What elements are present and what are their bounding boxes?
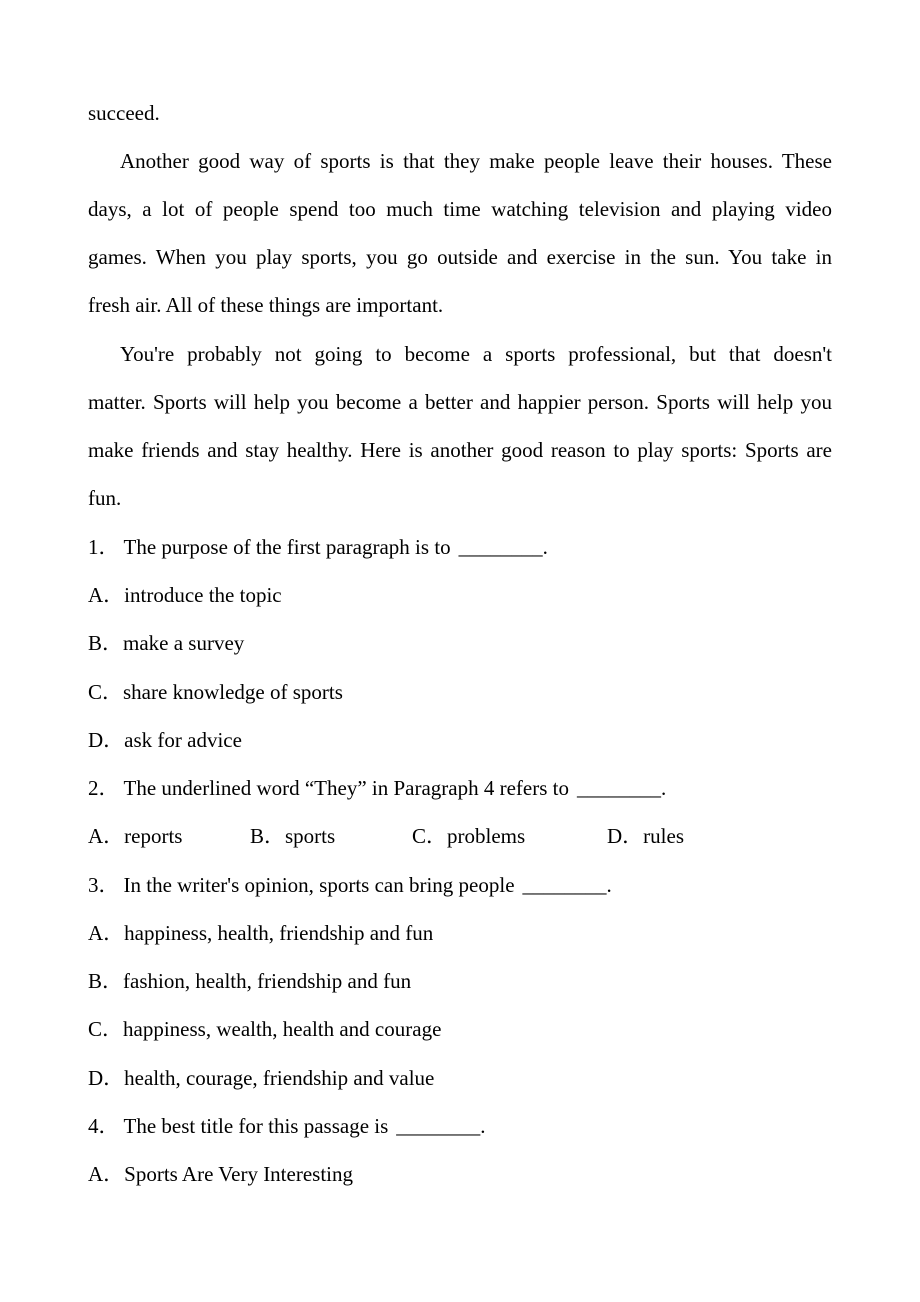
question-number: 2． <box>88 776 120 800</box>
question-3 <box>88 873 612 897</box>
option-c: C．problems <box>412 824 526 848</box>
question-2 <box>88 776 666 800</box>
passage-line: matter. Sports will help you become a better and happier person. Sports will help you <box>88 390 832 414</box>
question-1 <box>88 535 548 559</box>
option-d: D．rules <box>607 824 684 848</box>
question-stem: The best title for this passage is <box>123 1114 389 1138</box>
passage-line: succeed. <box>88 101 160 125</box>
option-a: A．Sports Are Very Interesting <box>88 1162 353 1186</box>
options-row <box>88 824 832 848</box>
question-stem: The purpose of the first paragraph is to <box>123 535 451 559</box>
option-b: B．sports <box>250 824 336 848</box>
question-4 <box>88 1114 486 1138</box>
answer-blank: ________. <box>458 535 548 559</box>
passage-line: make friends and stay healthy. Here is another good reason to play sports: Sports are <box>88 438 832 462</box>
question-number: 1． <box>88 535 120 559</box>
option-a: A．happiness, health, friendship and fun <box>88 921 434 945</box>
option-a: A．introduce the topic <box>88 583 282 607</box>
answer-blank: ________. <box>396 1114 486 1138</box>
passage-line: games. When you play sports, you go outside and exercise in the sun. You take in <box>88 245 832 269</box>
passage-line: fun. <box>88 486 122 510</box>
option-a: A．reports <box>88 824 183 848</box>
option-c: C．happiness, wealth, health and courage <box>88 1017 442 1041</box>
question-number: 4． <box>88 1114 120 1138</box>
passage-line: Another good way of sports is that they make people leave their houses. These <box>120 149 832 173</box>
option-d: D．ask for advice <box>88 728 242 752</box>
answer-blank: ________. <box>577 776 667 800</box>
option-c: C．share knowledge of sports <box>88 680 343 704</box>
question-stem: The underlined word “They” in Paragraph 4 refers to <box>123 776 569 800</box>
question-stem: In the writer's opinion, sports can bring people <box>123 873 515 897</box>
answer-blank: ________. <box>522 873 612 897</box>
question-number: 3． <box>88 873 120 897</box>
passage-line: fresh air. All of these things are important. <box>88 293 444 317</box>
option-b: B．make a survey <box>88 631 245 655</box>
passage-line: days, a lot of people spend too much time watching television and playing video <box>88 197 832 221</box>
passage-line: You're probably not going to become a sports professional, but that doesn't <box>120 342 832 366</box>
option-d: D．health, courage, friendship and value <box>88 1066 435 1090</box>
option-b: B．fashion, health, friendship and fun <box>88 969 412 993</box>
